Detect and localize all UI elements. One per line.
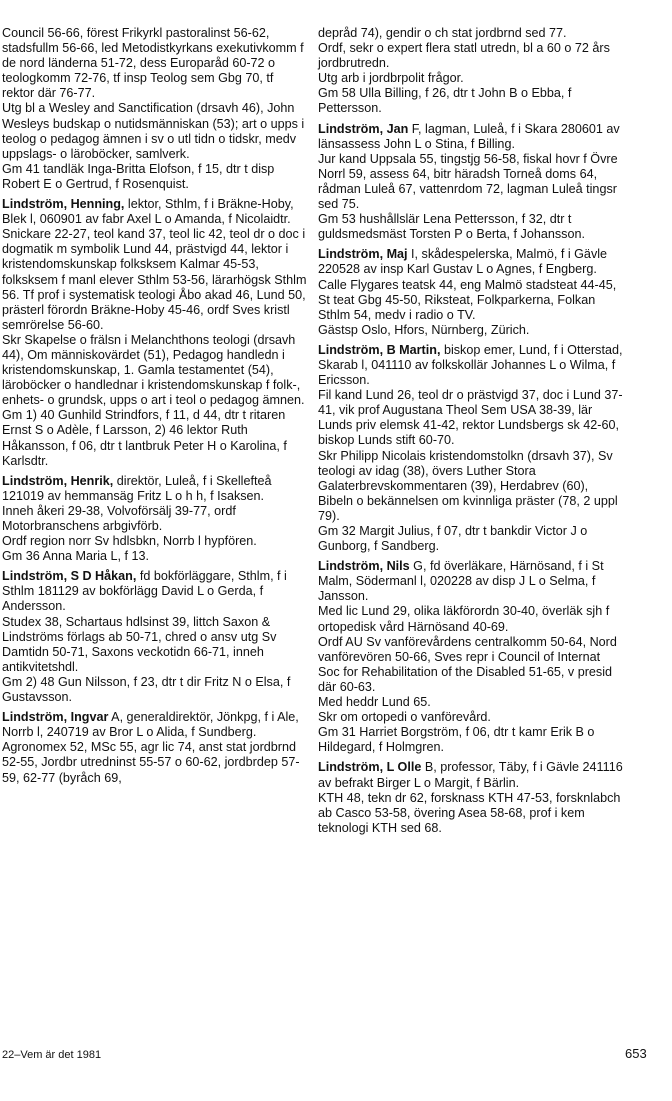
entry-paragraph: Calle Flygares teatsk 44, eng Malmö stadsteat 44-45, St teat Gbg 45-50, Riksteat, Folkparkerna, Folkan Sthlm 54, medv i radio o TV. [318,277,617,322]
biography-entry [2,474,308,565]
biography-entry [318,343,624,554]
entry-heading [318,122,624,152]
entry-intro: biskop emer, Lund, f i Otterstad, Skarab l, 041110 av folkskollär Johannes L o Wilma, f Ericsson. [318,342,623,388]
page-number: 653 [625,1046,647,1061]
entry-paragraph: Ordf, sekr o expert flera statl utredn, bl a 60 o 72 års jordbrutredn. [318,41,610,71]
entry-paragraph: Skr om ortopedi o vanförevård. [318,710,491,725]
entry-paragraph: Med lic Lund 29, olika läkförordn 30-40, överläk sjh f ortopedisk vård Härnösand 40-69. [318,604,610,634]
entry-name: Lindström, Jan [318,121,409,136]
entry-paragraph: Skr Philipp Nicolais kristendomstolkn (drsavh 37), Sv teologi av idag (38), övers Luther Stora Galaterbrevskommentaren (39), Herdabrev (60), Bibeln o bekännelsen om kvinnliga präster (78, 2 uppl 79). [318,448,618,523]
biography-entry [318,760,624,835]
biography-entry [2,197,308,469]
entry-paragraph: Council 56-66, förest Frikyrkl pastoralinst 56-62, stadsfullm 56-66, led Metodistkyrkans exekutivkomm f de nord länderna 51-72, dess Europaråd 60-72 o teologkomm 72-76, tf insp Teolog sem Gbg 70, tf rektor där 76-77. [2,26,304,101]
entry-paragraph: Gm 2) 48 Gun Nilsson, f 23, dtr t dir Fritz N o Elsa, f Gustavsson. [2,674,291,705]
entry-name: Lindström, Henrik, [2,473,114,488]
entry-paragraph: Gm 31 Harriet Borgström, f 06, dtr t kamr Erik B o Hildegard, f Holmgren. [318,725,595,755]
left-column [2,26,308,791]
entry-paragraph: KTH 48, tekn dr 62, forsknass KTH 47-53, forsknlabch ab Casco 53-58, övering Asea 58-68, prof i kem teknologi KTH sed 68. [318,790,621,835]
entry-intro: A, generaldirektör, Jönkpg, f i Ale, Norrb l, 240719 av Bror L o Alida, f Sundberg. [2,710,299,740]
entry-paragraph: Gm 41 tandläk Inga-Britta Elofson, f 15, dtr t disp Robert E o Gertrud, f Rosenquist. [2,161,275,191]
entry-paragraph: Gm 32 Margit Julius, f 07, dtr t bankdir Victor J o Gunborg, f Sandberg. [318,524,588,554]
entry-paragraph: Gästsp Oslo, Hfors, Nürnberg, Zürich. [318,322,530,337]
entry-heading [318,343,624,388]
entry-paragraph: Ordf region norr Sv hdlsbkn, Norrb l hypfören. [2,534,257,549]
entry-paragraph: Gm 58 Ulla Billing, f 26, dtr t John B o Ebba, f Pettersson. [318,86,572,116]
entry-paragraph: Snickare 22-27, teol kand 37, teol lic 42, teol dr o doc i dogmatik m symbolik Lund 44, prästvigd 44, lektor i kristendomskunskap folksksem Kalmar 45-53, folksksem f manl elever Sthlm 53-56, lärarhögsk Sthlm 56. Tf prof i systematisk teologi Åbo akad 46, Lund 50, prästerl förordn Bräkne-Hoby 45-46, ordf Sves kristl semrörelse 56-60. [2,227,307,332]
entry-paragraph: Gm 1) 40 Gunhild Strindfors, f 11, d 44, dtr t ritaren Ernst S o Adèle, f Larsson, 2) 46 lektor Ruth Håkansson, f 06, dtr t lantbruk Peter H o Karolina, f Karlsdtr. [2,408,287,468]
entry-paragraph: Utg arb i jordbrpolit frågor. [318,71,464,86]
entry-heading [2,569,308,614]
entry-intro: F, lagman, Luleå, f i Skara 280601 av länsassess John L o Stina, f Billing. [318,121,620,151]
entry-paragraph: Agronomex 52, MSc 55, agr lic 74, anst stat jordbrnd 52-55, Jordbr utredninst 55-57 o 60-62, jordbrdep 57-59, 62-77 (byråch 69, [2,740,300,785]
entry-intro: lektor, Sthlm, f i Bräkne-Hoby, Blek l, 060901 av fabr Axel L o Amanda, f Nicolaidtr. [2,197,294,227]
entry-paragraph: Inneh åkeri 29-38, Volvoförsälj 39-77, ordf Motorbranschens arbgivförb. [2,503,236,533]
entry-intro: fd bokförläggare, Sthlm, f i Sthlm 181129 av bokförlägg David L o Gerda, f Andersson. [2,569,287,614]
footer-source: 22–Vem är det 1981 [2,1049,102,1061]
biography-entry [2,26,308,192]
entry-paragraph: Skr Skapelse o frälsn i Melanchthons teologi (drsavh 44), Om människovärdet (51), Pedagog handledn i kristendomskunskap, 1. Gamla testamentet (54), läroböcker o handlednar i kristendomskunskap f folk-, enhets- o grundsk, upps o art i teol o pedagog ämnen. [2,332,305,408]
biography-entry [2,569,308,705]
entry-name: Lindström, S D Håkan, [2,569,137,584]
entry-heading [318,559,624,604]
entry-intro: B, professor, Täby, f i Gävle 241116 av befrakt Birger L o Margit, f Bärlin. [318,760,623,790]
entry-intro: direktör, Luleå, f i Skellefteå 121019 av hemmansäg Fritz L o h h, f Isaksen. [2,473,272,503]
entry-heading [318,247,624,277]
biography-entry [318,247,624,338]
entry-paragraph: Utg bl a Wesley and Sanctification (drsavh 46), John Wesleys budskap o nutidsmänniskan (53); art o upps i teolog o pedagog ämnen i sv o utl tidn o tidskr, medv uppslags- o läroböcker, samlverk. [2,101,305,161]
entry-name: Lindström, Maj [318,247,408,262]
right-column [318,26,624,841]
entry-paragraph: Gm 36 Anna Maria L, f 13. [2,549,150,564]
entry-paragraph: Fil kand Lund 26, teol dr o prästvigd 37, doc i Lund 37-41, vik prof Augustana Theol Sem USA 38-39, lär Lunds priv elemsk 41-42, rektor Lundsbergs sk 42-60, biskop Lunds stift 60-70. [318,388,623,448]
entry-heading [2,197,308,227]
entry-paragraph: Jur kand Uppsala 55, tingstjg 56-58, fiskal hovr f Övre Norrl 59, assess 64, bitr häradsh Torneå doms 64, rådman Luleå 67, vattenrdom 72, lagman Luleå tingsr sed 75. [318,151,618,212]
biography-entry [318,559,624,755]
entry-intro: I, skådespelerska, Malmö, f i Gävle 220528 av insp Karl Gustav L o Agnes, f Engberg. [318,247,608,277]
entry-heading [318,760,624,790]
entry-name: Lindström, Ingvar [2,710,109,725]
biography-entry [2,710,308,785]
entry-paragraph: Ordf AU Sv vanförevårdens centralkomm 50-64, Nord vanförevören 50-66, Sves repr i Council of Internat Soc for Rehabilitation of the Disabled 51-65, v presid där 60-63. [318,634,617,694]
entry-intro: G, fd överläkare, Härnösand, f i St Malm, Södermanl l, 020228 av disp J L o Selma, f Jansson. [318,559,604,604]
entry-paragraph: Gm 53 hushållslär Lena Pettersson, f 32, dtr t guldsmedsmäst Torsten P o Berta, f Johansson. [318,212,585,242]
entry-name: Lindström, Henning, [2,197,125,212]
entry-paragraph: depråd 74), gendir o ch stat jordbrnd sed 77. [318,26,567,40]
biography-entry [318,122,624,243]
entry-name: Lindström, B Martin, [318,342,441,357]
biography-entry [318,26,624,117]
entry-paragraph: Studex 38, Schartaus hdlsinst 39, littch Saxon & Lindströms förlags ab 50-71, chred o ansv utg Sv Damtidn 50-71, Saxons veckotidn 66-71, inneh antikvitetshdl. [2,614,277,674]
entry-paragraph: Med heddr Lund 65. [318,695,431,710]
entry-heading [2,474,308,504]
entry-name: Lindström, Nils [318,559,410,574]
entry-heading [2,710,308,740]
entry-name: Lindström, L Olle [318,760,422,775]
